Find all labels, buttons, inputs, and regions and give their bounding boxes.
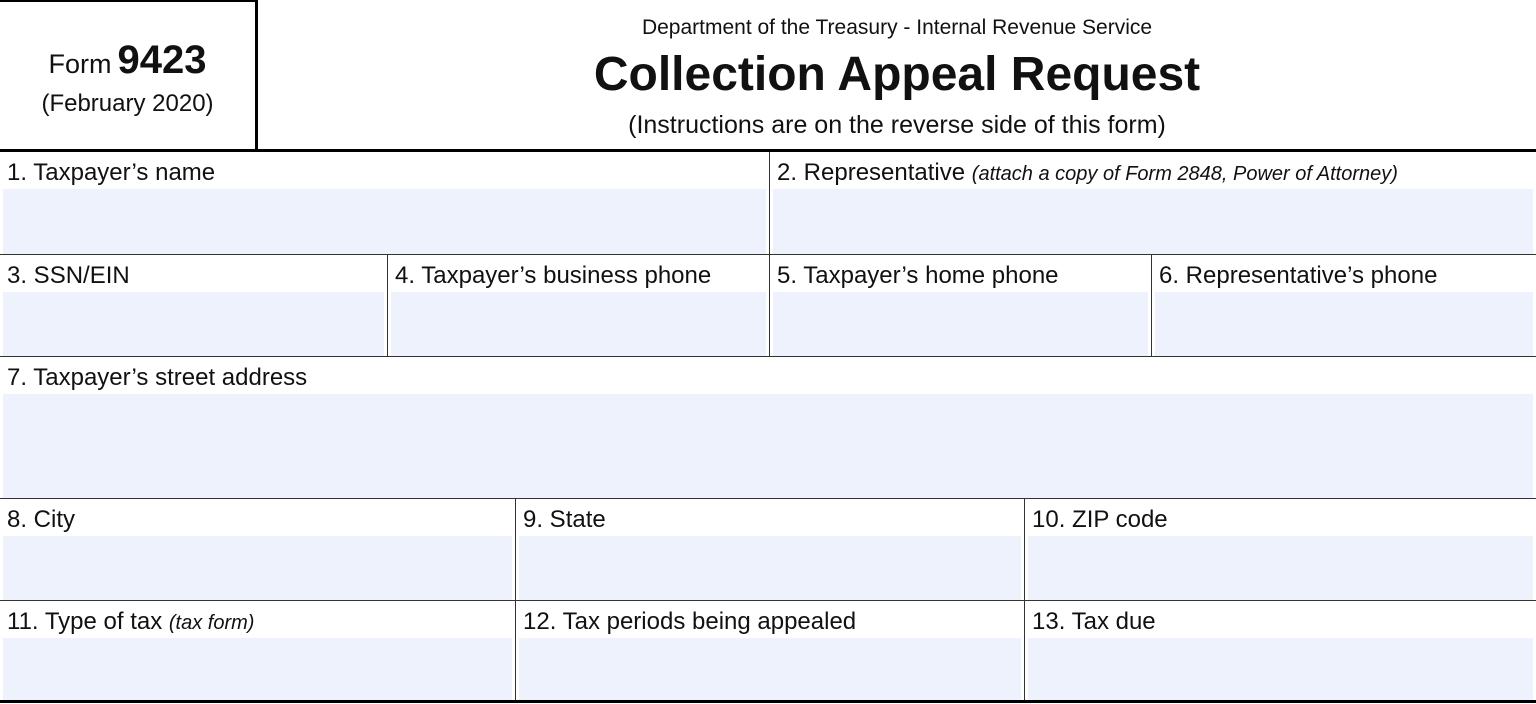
field-representative (769, 152, 1536, 255)
zip-code-input[interactable] (1028, 536, 1533, 600)
form-header (0, 0, 1536, 152)
field-label (523, 607, 856, 637)
field-label (1032, 607, 1156, 637)
field-label-text: 13. Tax due (1032, 608, 1156, 635)
tax-periods-input[interactable] (519, 638, 1021, 701)
field-label-text: 8. City (7, 506, 76, 533)
field-label (395, 261, 711, 291)
field-label-text: 11. Type of tax (7, 608, 163, 635)
field-note: (attach a copy of Form 2848, Power of Attorney) (971, 163, 1398, 185)
business-phone-input[interactable] (391, 292, 766, 356)
tax-due-input[interactable] (1028, 638, 1533, 701)
field-label-text: 9. State (523, 506, 606, 533)
field-tax-due (1024, 601, 1536, 701)
instructions-note: (Instructions are on the reverse side of this form) (628, 111, 1166, 139)
form-identifier (0, 0, 258, 152)
field-label-text: 12. Tax periods being appealed (523, 608, 857, 635)
state-input[interactable] (519, 536, 1021, 600)
form-revision-date: (February 2020) (41, 90, 214, 117)
ssn-ein-input[interactable] (3, 292, 384, 356)
field-label-text: 2. Representative (777, 159, 966, 186)
field-tax-periods (515, 601, 1024, 701)
field-street-address (0, 357, 1536, 499)
form-title: Collection Appeal Request (593, 48, 1201, 101)
home-phone-input[interactable] (773, 292, 1148, 356)
field-label-text: 3. SSN/EIN (7, 262, 130, 289)
field-type-of-tax (0, 601, 515, 701)
field-label (7, 607, 254, 638)
department-name: Department of the Treasury - Internal Revenue Service (641, 16, 1153, 39)
field-business-phone (387, 255, 769, 357)
field-state (515, 499, 1024, 601)
field-label-text: 6. Representative’s phone (1159, 262, 1438, 289)
field-label-text: 7. Taxpayer’s street address (7, 364, 308, 391)
field-ssn-ein (0, 255, 387, 357)
field-label-text: 10. ZIP code (1032, 506, 1168, 533)
title-block (258, 0, 1536, 152)
field-label (777, 261, 1059, 291)
field-representative-phone (1151, 255, 1536, 357)
representative-input[interactable] (773, 189, 1533, 254)
form-number: 9423 (117, 38, 207, 82)
field-label (7, 363, 307, 393)
representative-phone-input[interactable] (1155, 292, 1533, 356)
field-taxpayer-name (0, 152, 769, 255)
taxpayer-name-input[interactable] (3, 189, 766, 254)
field-label (1159, 261, 1437, 291)
field-home-phone (769, 255, 1151, 357)
field-label (1032, 505, 1168, 535)
field-label-text: 5. Taxpayer’s home phone (777, 262, 1059, 289)
city-input[interactable] (3, 536, 512, 600)
field-label-text: 4. Taxpayer’s business phone (395, 262, 712, 289)
field-note: (tax form) (168, 612, 255, 634)
field-zip-code (1024, 499, 1536, 601)
bottom-rule (0, 700, 1536, 703)
field-label (523, 505, 606, 535)
field-label-text: 1. Taxpayer’s name (7, 159, 216, 186)
street-address-input[interactable] (3, 394, 1533, 498)
field-label (7, 261, 130, 291)
field-city (0, 499, 515, 601)
field-label (7, 505, 75, 535)
form-word: Form (48, 49, 112, 79)
field-label (7, 158, 215, 188)
field-label (777, 158, 1398, 189)
type-of-tax-input[interactable] (3, 638, 512, 701)
form-number-line (0, 36, 255, 88)
